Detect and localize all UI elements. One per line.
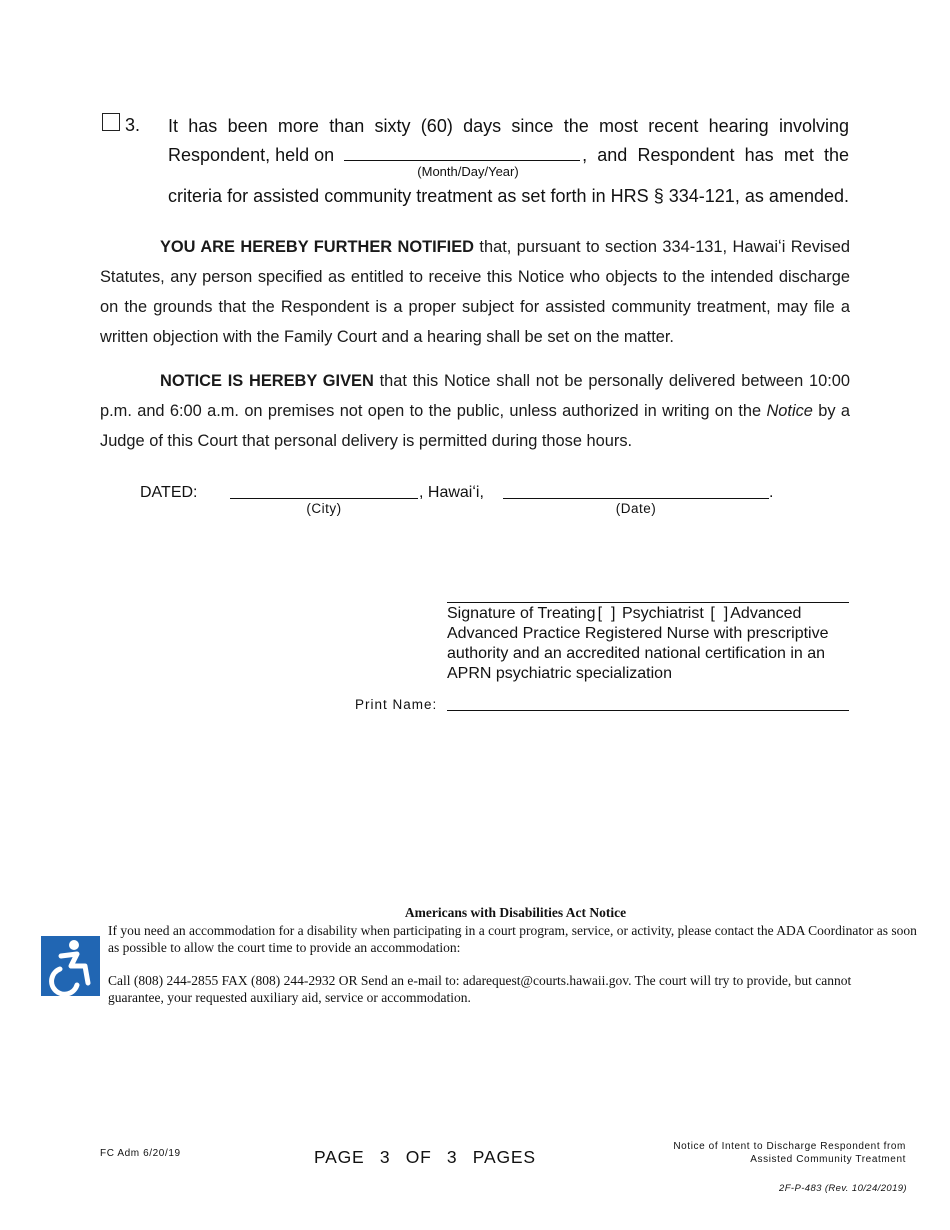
footer-form-code: FC Adm 6/20/19 xyxy=(100,1148,181,1159)
aprn-option-word: Advanced xyxy=(730,605,802,622)
footer-title-line-2: Assisted Community Treatment xyxy=(750,1153,906,1165)
dated-period: . xyxy=(769,484,774,501)
item-3-held-on-text: Respondent, held on xyxy=(168,145,335,165)
item-number: 3. xyxy=(125,115,141,135)
notice-given-text-after: by a Judge of this Court that personal delivery is permitted during those hours. xyxy=(100,402,850,450)
further-notified-text: that, pursuant to section 334-131, Hawaiʻi Revised Statutes, any person specified as entitled to receive this Notice who objects to the intended discharge on the grounds that the Respondent is a proper subject for assisted community treatment, may file a written objection with the Family Court and a hearing shall be set on the matter. xyxy=(100,238,850,346)
notice-given-text-before: that this Notice shall not be personally delivered between 10:00 p.m. and 6:00 a.m. on premises not open to the public, unless authorized in writing on the xyxy=(100,372,850,420)
footer-page-number: PAGE 3 OF 3 PAGES xyxy=(314,1147,536,1167)
dated-label: DATED: xyxy=(140,484,198,501)
notice-given-lead: NOTICE IS HEREBY GIVEN xyxy=(160,372,374,390)
footer-document-title xyxy=(620,1141,906,1166)
open-bracket: [ xyxy=(597,605,603,622)
signature-caption xyxy=(447,604,852,684)
date-field[interactable] xyxy=(503,497,769,499)
signature-field[interactable] xyxy=(447,601,849,603)
hearing-date-caption: (Month/Day/Year) xyxy=(417,164,519,179)
ada-notice-paragraph-2: Call (808) 244-2855 FAX (808) 244-2932 OR Send an e-mail to: adarequest@courts.hawaii.gov. The court will try to provide, but cannot guarantee, your requested auxiliary aid, service or accommodation. xyxy=(108,973,852,1005)
ada-notice-title: Americans with Disabilities Act Notice xyxy=(404,905,627,920)
close-bracket: ] xyxy=(723,605,729,622)
item-3-criteria-text: , and Respondent has met the xyxy=(582,145,849,165)
city-caption: (City) xyxy=(306,501,342,516)
item-3-line-1: It has been more than sixty (60) days since the most recent hearing involving xyxy=(168,116,849,136)
accessibility-icon xyxy=(41,936,100,996)
psychiatrist-option: Psychiatrist xyxy=(622,605,704,622)
notice-emphasis: Notice xyxy=(766,402,813,420)
signature-prefix: Signature of Treating xyxy=(447,605,596,622)
item-3-line-3: criteria for assisted community treatment as set forth in HRS § 334-121, as amended. xyxy=(168,186,849,206)
further-notified-lead: YOU ARE HEREBY FURTHER NOTIFIED xyxy=(160,238,474,256)
ada-notice-paragraph-1: If you need an accommodation for a disability when participating in a court program, service, or activity, please contact the ADA Coordinator as soon as possible to allow the court time to provide an accommodation: xyxy=(108,923,917,955)
item-3-checkbox[interactable] xyxy=(102,113,120,131)
further-notified-paragraph xyxy=(100,232,850,352)
psychiatrist-checkbox[interactable] xyxy=(596,604,618,624)
hearing-date-field[interactable] xyxy=(348,146,584,162)
date-caption: (Date) xyxy=(615,501,657,516)
aprn-checkbox[interactable] xyxy=(708,604,730,624)
aprn-option-description: Advanced Practice Registered Nurse with prescriptive authority and an accredited national certification in an APRN psychiatric specialization xyxy=(447,625,829,682)
print-name-label: Print Name: xyxy=(355,697,438,712)
footer-title-line-1: Notice of Intent to Discharge Respondent from xyxy=(673,1141,906,1152)
footer-form-number: 2F-P-483 (Rev. 10/24/2019) xyxy=(779,1183,907,1194)
city-field[interactable] xyxy=(230,497,418,499)
print-name-field[interactable] xyxy=(447,709,849,711)
close-bracket: ] xyxy=(610,605,616,622)
notice-given-paragraph xyxy=(100,366,850,456)
open-bracket: [ xyxy=(710,605,715,622)
hawaii-label: , Hawaiʻi, xyxy=(419,484,484,501)
